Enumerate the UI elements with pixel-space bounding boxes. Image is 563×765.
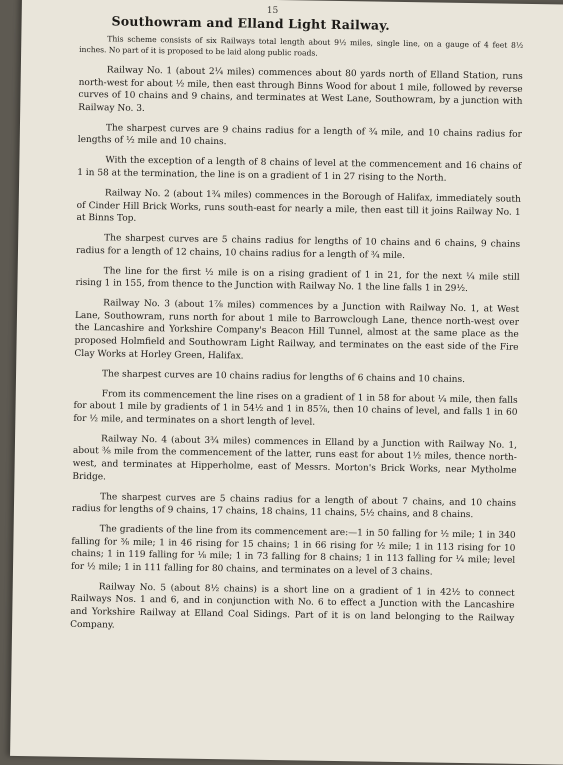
paragraph: From its commencement the line rises on a gradient of 1 in 58 for about ¼ mile, then falls for about 1 mile by gradients of 1 in 54½ and 1 in 85⅞, then 10 chains of level, and falls 1 in 60 for ½ mile, and terminates on a short length of level. (73, 388, 518, 428)
paragraph: The sharpest curves are 9 chains radius for a length of ¾ mile, and 10 chains radius for lengths of ½ mile and 10 chains. (77, 123, 522, 148)
paragraph: Railway No. 5 (about 8½ chains) is a short line on a gradient of 1 in 42½ to connect Railways Nos. 1 and 6, and in conjunction with No. 6 to effect a Junction with the Lancashire and Yorkshire Railway at Elland Coal Sidings. Part of it is on land belonging to the Railway Company. (70, 582, 515, 631)
paragraph: Railway No. 1 (about 2¼ miles) commences about 80 yards north of Elland Station, runs north-west for about ½ mile, then east through Binns Wood for about 1 mile, followed by reverse curves of 10 chains and 9 chains, and terminates at West Lane, Southowram, by a junction with Railway No. 3. (78, 65, 523, 114)
paragraph: Railway No. 2 (about 1¾ miles) commences in the Borough of Halifax, immediately south of Cinder Hill Brick Works, runs south-east for nearly a mile, then east till it joins Railway No. 1 at Binns Top. (76, 188, 521, 224)
paragraph: This scheme consists of six Railways total length about 9½ miles, single line, on a gauge of 4 feet 8½ inches. No part of it is proposed to be laid along public roads. (79, 34, 524, 58)
paragraph: The gradients of the line from its commencement are:—1 in 50 falling for ½ mile; 1 in 340 falling for ⅜ mile; 1 in 46 rising for 15 chains; 1 in 66 rising for ½ mile; 1 in 113 rising for 10 chains; 1 in 119 falling for ⅛ mile; 1 in 73 falling for 8 chains; 1 in 113 falling for ¼ mile; level for ½ mile; 1 in 111 falling for 80 chains, and terminates on a level of 3 chains. (70, 524, 516, 578)
page-title: Southowram and Elland Light Railway. (111, 13, 390, 33)
paragraph: The sharpest curves are 10 chains radius for lengths of 6 chains and 10 chains. (101, 368, 466, 385)
page-number: 15 (266, 5, 279, 17)
paragraph: With the exception of a length of 8 chains of level at the commencement and 16 chains of 1 in 58 at the termination, the line is on a gradient of 1 in 27 rising to the North. (77, 155, 522, 184)
paragraph: The line for the first ½ mile is on a rising gradient of 1 in 21, for the next ¼ mile still rising 1 in 155, from thence to the Junction with Railway No. 1 the line falls 1 in 29½. (75, 265, 520, 295)
paragraph: The sharpest curves are 5 chains radius for lengths of 10 chains and 6 chains, 9 chains radius for a length of 12 chains, 10 chains radius for a length of ¾ mile. (75, 233, 521, 261)
paragraph: Railway No. 4 (about 3¾ miles) commences in Elland by a Junction with Railway No. 1, about ⅜ mile from the commencement of the latter, runs east for about 1½ miles, thence north-west, and terminates at Hipperholme, east of Messrs. Morton's Brick Works, near Mytholme Bridge. (72, 434, 518, 482)
paragraph: The sharpest curves are 5 chains radius for a length of about 7 chains, and 10 chains radius for lengths of 9 chains, 17 chains, 18 chains, 11 chains, 5½ chains, and 8 chains. (71, 491, 517, 521)
document-page (10, 0, 563, 765)
paragraph: Railway No. 3 (about 1⅞ miles) commences by a Junction with Railway No. 1, at West Lane, Southowram, runs north for about 1 mile to Barrowclough Lane, thence north-west over the Lancashire and Yorkshire Company's Beacon Hill Tunnel, almost at the same place as the proposed Holmfield and Southowram Light Railway, and terminates on the east side of the Fire Clay Works at Horley Green, Halifax. (74, 298, 520, 362)
body-text (70, 34, 523, 646)
